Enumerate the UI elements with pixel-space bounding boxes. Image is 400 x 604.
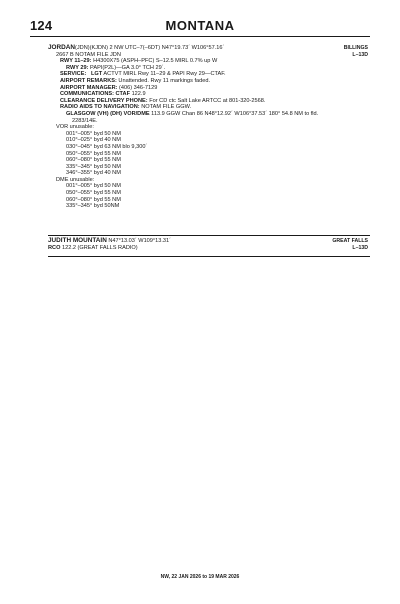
service-line xyxy=(48,71,368,78)
communications-text: 122.9 xyxy=(130,91,146,98)
glasgow-line xyxy=(48,111,368,118)
page-number: 124 xyxy=(30,18,53,33)
facility-title-line xyxy=(48,238,368,245)
runway29-text: PAPI(P2L)—GA 3.0° TCH 29´. xyxy=(88,64,166,71)
navaids-line xyxy=(48,104,368,111)
vor-item: 060°–080° byd 55 NM xyxy=(66,157,121,164)
navaids-text: NOTAM FILE GGW. xyxy=(139,104,192,111)
dme-unusable-header: DME unusable: xyxy=(56,176,95,183)
vor-item: 346°–355° byd 40 NM xyxy=(66,170,121,177)
remarks-line xyxy=(48,78,368,85)
airport-title-line xyxy=(48,45,368,52)
service-lgt: LGT xyxy=(91,71,103,78)
runway-line xyxy=(48,58,368,65)
facility-name: JUDITH MOUNTAIN xyxy=(48,237,107,244)
service-label: SERVICE: xyxy=(60,71,87,78)
facility-entry-judith-mountain xyxy=(48,238,368,251)
airport-ident-coords: (JDN)(KJDN) 2 NW UTC–7(–6DT) N47°19.73´ W106°57.16´ xyxy=(75,45,225,51)
clearance-label: CLEARANCE DELIVERY PHONE: xyxy=(60,97,148,104)
glasgow-text: 113.9 GGW Chan 86 N48°12.92´ W106°37.53´ 180° 54.8 NM to fld. xyxy=(149,110,319,117)
entry-separator xyxy=(48,235,370,236)
manager-line xyxy=(48,85,368,92)
rco-text: 122.2 (GREAT FALLS RADIO) xyxy=(60,244,138,251)
runway-label: RWY 11–29: xyxy=(60,58,92,65)
entry-separator xyxy=(48,256,370,257)
chart-label: L–13D xyxy=(352,245,368,251)
dme-item: 001°–005° byd 50 NM xyxy=(66,183,121,190)
service-text: ACTVT MIRL Rwy 11–29 & PAPI Rwy 29—CTAF. xyxy=(102,71,226,78)
dme-item: 335°–345° byd 50NM xyxy=(66,203,120,210)
remarks-label: AIRPORT REMARKS: xyxy=(60,77,117,84)
vor-item: 001°–005° byd 50 NM xyxy=(66,130,121,137)
dme-item: 050°–055° byd 55 NM xyxy=(66,190,121,197)
vor-item: 335°–345° byd 50 NM xyxy=(66,163,121,170)
dme-item: 060°–080° byd 55 NM xyxy=(66,196,121,203)
elevation-line: 2667 B NOTAM FILE JDN xyxy=(56,51,121,58)
page-header xyxy=(30,14,370,36)
communications-line xyxy=(48,91,368,98)
glasgow-label: GLASGOW (VH) (DH) VOR/DME xyxy=(66,110,150,117)
remarks-text: Unattended. Rwy 11 markings faded. xyxy=(116,77,211,84)
facility-coords: N47°13.03´ W109°13.31´ xyxy=(106,238,172,244)
header-rule xyxy=(30,36,370,37)
runway29-label: RWY 29: xyxy=(66,64,89,71)
vor-item: 050°–055° byd 55 NM xyxy=(66,150,121,157)
vor-item: 010°–025° byd 40 NM xyxy=(66,137,121,144)
glasgow-continuation: 2283/14E. xyxy=(72,117,98,124)
clearance-line xyxy=(48,98,368,105)
manager-text: (406) 346-7129 xyxy=(117,84,158,91)
region-label: GREAT FALLS xyxy=(332,238,368,244)
runway-text: H4300X75 (ASPH–PFC) S–12.5 MIRL 0.7% up W xyxy=(91,58,218,65)
vor-item: 030°–045° byd 63 NM blo 9,300´ xyxy=(66,143,148,150)
state-title: MONTANA xyxy=(165,18,235,33)
rco-line xyxy=(48,245,368,252)
airport-entry-jordan xyxy=(48,45,368,210)
navaids-label: RADIO AIDS TO NAVIGATION: xyxy=(60,104,140,111)
effective-dates-footer: NW, 22 JAN 2026 to 19 MAR 2026 xyxy=(160,574,240,580)
runway29-line xyxy=(48,65,368,72)
clearance-text: For CD ctc Salt Lake ARTCC at 801-320-2568. xyxy=(147,97,266,104)
communications-label: COMMUNICATIONS: CTAF xyxy=(60,91,131,98)
rco-label: RCO xyxy=(48,244,61,251)
manager-label: AIRPORT MANAGER: xyxy=(60,84,118,91)
chart-label: L–13D xyxy=(352,52,368,58)
region-label: BILLINGS xyxy=(343,45,368,51)
vor-unusable-header: VOR unusable: xyxy=(56,124,94,131)
airport-name: JORDAN xyxy=(48,44,75,51)
